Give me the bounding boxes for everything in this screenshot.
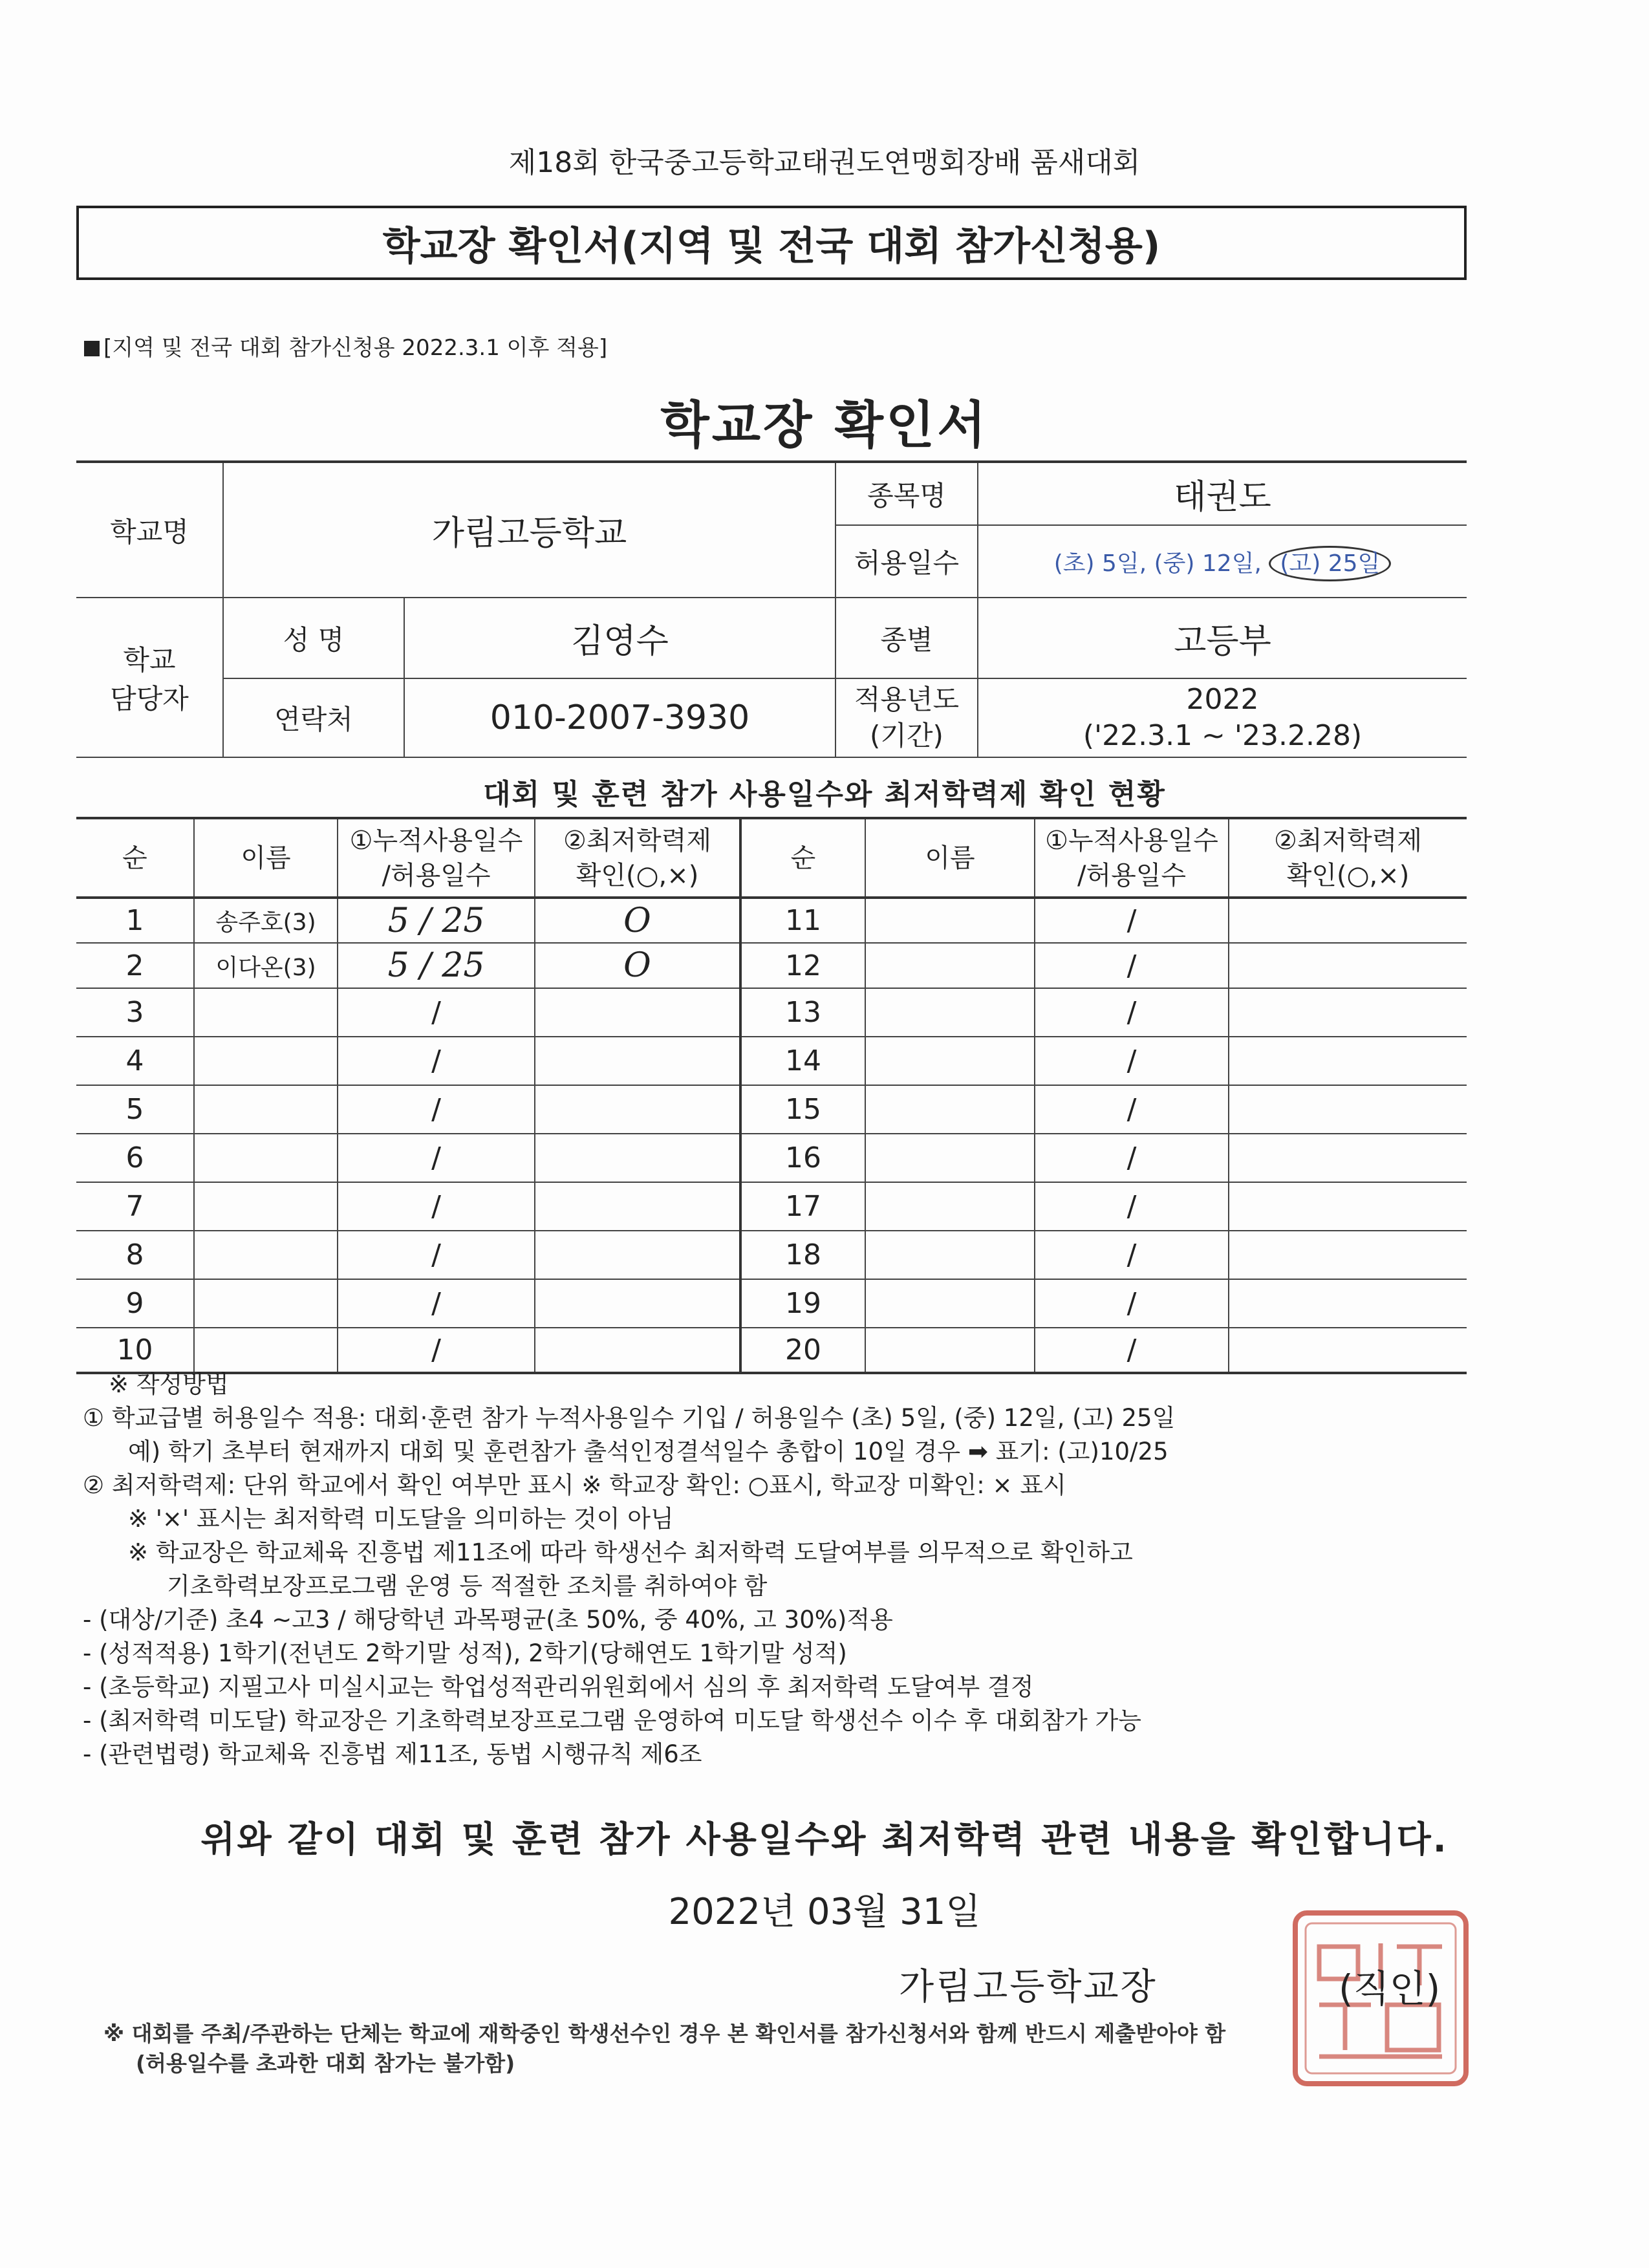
row-number: 6 [76, 1134, 194, 1182]
days-used: / [338, 1231, 535, 1279]
student-name [194, 1085, 338, 1134]
year-label-line1: 적용년도 [854, 684, 960, 715]
days-used: 5 / 25 [338, 898, 535, 943]
col-no2-header: 순 [740, 818, 865, 898]
allowed-days-value [978, 525, 1467, 598]
guide-line: 기초학력보장프로그램 운영 등 적절한 조치를 취하여야 함 [167, 1572, 768, 1600]
col-no-header: 순 [76, 818, 194, 898]
division-value: 고등부 [978, 598, 1467, 678]
col-name-header: 이름 [194, 818, 338, 898]
student-name [194, 1328, 338, 1373]
row-number: 12 [740, 943, 865, 988]
table-row [76, 1134, 1467, 1182]
col-days-header-line2: /허용일수 [382, 860, 491, 891]
period-value-line: ('22.3.1 ~ '23.2.28) [1083, 719, 1363, 752]
guide-line: ① 학교급별 허용일수 적용: 대회·훈련 참가 누적사용일수 기입 / 허용일수 (초) 5일, (중) 12일, (고) 25일 [83, 1404, 1176, 1432]
days-used: / [1035, 1085, 1229, 1134]
table-row [76, 898, 1467, 943]
min-academic-check [535, 1134, 740, 1182]
min-academic-check [535, 1328, 740, 1373]
table-row [76, 943, 1467, 988]
days-used: / [1035, 898, 1229, 943]
col-name2-header: 이름 [865, 818, 1035, 898]
name-label: 성 명 [223, 598, 404, 678]
year-label-line2: (기간) [870, 720, 943, 751]
row-number: 20 [740, 1328, 865, 1373]
min-academic-check [1229, 1182, 1467, 1231]
row-number: 9 [76, 1279, 194, 1328]
student-name [865, 988, 1035, 1037]
confirmation-statement: 위와 같이 대회 및 훈련 참가 사용일수와 최저학력 관련 내용을 확인합니다. [200, 1819, 1449, 1860]
sport-value: 태권도 [978, 462, 1467, 525]
table-row [76, 1328, 1467, 1373]
table-row [76, 1037, 1467, 1085]
confirmation-date: 2022년 03월 31일 [668, 1891, 981, 1933]
manager-label [76, 598, 223, 757]
row-number: 17 [740, 1182, 865, 1231]
min-academic-check [535, 1279, 740, 1328]
min-academic-check [1229, 1134, 1467, 1182]
student-name [865, 1328, 1035, 1373]
guide-line: - (초등학교) 지필고사 미실시교는 학업성적관리위원회에서 심의 후 최저학력 도달여부 결정 [83, 1673, 1034, 1701]
allowed-middle: (중) 12일, [1154, 550, 1262, 577]
manager-label-line2: 담당자 [110, 682, 189, 715]
row-number: 13 [740, 988, 865, 1037]
student-name [194, 988, 338, 1037]
row-number: 3 [76, 988, 194, 1037]
col-days2-header-line1: ①누적사용일수 [1045, 825, 1218, 856]
min-academic-check [535, 1182, 740, 1231]
min-academic-check [535, 1231, 740, 1279]
allowed-days-label: 허용일수 [835, 525, 978, 598]
row-number: 4 [76, 1037, 194, 1085]
min-academic-check [535, 988, 740, 1037]
year-value [978, 678, 1467, 757]
table-row [76, 1231, 1467, 1279]
student-name [865, 1134, 1035, 1182]
document-title: 학교장 확인서 [660, 396, 989, 455]
student-name [194, 1231, 338, 1279]
col-days2-header [1035, 818, 1229, 898]
event-title: 제18회 한국중고등학교태권도연맹회장배 품새대회 [508, 146, 1141, 179]
student-name [865, 1279, 1035, 1328]
allowed-high-circled: (고) 25일 [1269, 546, 1391, 581]
guide-line: - (관련법령) 학교체육 진흥법 제11조, 동법 시행규칙 제6조 [83, 1740, 702, 1768]
row-number: 11 [740, 898, 865, 943]
days-used: / [1035, 1231, 1229, 1279]
min-academic-check [1229, 1231, 1467, 1279]
name-value: 김영수 [404, 598, 835, 678]
year-value-line: 2022 [1186, 683, 1259, 716]
days-used: / [338, 988, 535, 1037]
guide-line: - (최저학력 미도달) 학교장은 기초학력보장프로그램 운영하여 미도달 학생선수 이수 후 대회참가 가능 [83, 1707, 1142, 1734]
min-academic-check [1229, 988, 1467, 1037]
days-used: / [338, 1328, 535, 1373]
student-name [865, 1182, 1035, 1231]
days-used: / [1035, 1328, 1229, 1373]
row-number: 18 [740, 1231, 865, 1279]
guide-line: - (대상/기준) 초4 ~고3 / 해당학년 과목평균(초 50%, 중 40%, 고 30%)적용 [83, 1606, 893, 1634]
guide-line: ※ '×' 표시는 최저학력 미도달을 의미하는 것이 아님 [128, 1505, 674, 1533]
table-row [76, 1182, 1467, 1231]
days-used: / [338, 1182, 535, 1231]
days-used: / [1035, 1182, 1229, 1231]
days-used: / [338, 1279, 535, 1328]
square-bullet-icon [84, 341, 100, 356]
col-min-header-line2: 확인(○,×) [576, 860, 699, 891]
days-used: / [1035, 988, 1229, 1037]
row-number: 8 [76, 1231, 194, 1279]
contact-value: 010-2007-3930 [404, 678, 835, 757]
col-days2-header-line2: /허용일수 [1077, 860, 1187, 891]
footnote-line: (허용일수를 초과한 대회 참가는 불가함) [136, 2051, 515, 2076]
min-academic-check [1229, 1037, 1467, 1085]
guide-line: 예) 학기 초부터 현재까지 대회 및 훈련참가 출석인정결석일수 총합이 10일 경우 ➡ 표기: (고)10/25 [128, 1438, 1169, 1465]
row-number: 15 [740, 1085, 865, 1134]
guide-line: ② 최저학력제: 단위 학교에서 확인 여부만 표시 ※ 학교장 확인: ○표시, 학교장 미확인: × 표시 [83, 1471, 1066, 1499]
student-name [194, 1037, 338, 1085]
days-used: / [1035, 943, 1229, 988]
row-number: 2 [76, 943, 194, 988]
col-days-header [338, 818, 535, 898]
student-name [865, 1085, 1035, 1134]
row-number: 14 [740, 1037, 865, 1085]
notice-line [84, 330, 607, 362]
min-academic-check [1229, 943, 1467, 988]
col-min2-header [1229, 818, 1467, 898]
student-name [194, 1134, 338, 1182]
row-number: 19 [740, 1279, 865, 1328]
col-min2-header-line2: 확인(○,×) [1286, 860, 1410, 891]
student-name [194, 1182, 338, 1231]
form-title-box: 학교장 확인서(지역 및 전국 대회 참가신청용) [76, 206, 1467, 280]
student-name [194, 1279, 338, 1328]
row-number: 5 [76, 1085, 194, 1134]
days-used: / [338, 1085, 535, 1134]
min-academic-check [1229, 1328, 1467, 1373]
col-days-header-line1: ①누적사용일수 [349, 825, 523, 856]
year-label [835, 678, 978, 757]
student-name [865, 1231, 1035, 1279]
principal-name: 가림고등학교장 [899, 1966, 1158, 2008]
student-name [865, 898, 1035, 943]
footnote-line: ※ 대회를 주최/주관하는 단체는 학교에 재학중인 학생선수인 경우 본 확인서를 참가신청서와 함께 반드시 제출받아야 함 [103, 2021, 1226, 2046]
min-academic-check [1229, 1279, 1467, 1328]
days-used: / [1035, 1279, 1229, 1328]
min-academic-check [535, 1085, 740, 1134]
division-label: 종별 [835, 598, 978, 678]
col-min2-header-line1: ②최저학력제 [1273, 825, 1423, 856]
info-table [76, 460, 1467, 758]
usage-table [76, 817, 1467, 1374]
manager-label-line1: 학교 [123, 643, 176, 676]
min-academic-check: O [535, 943, 740, 988]
student-name: 송주호(3) [194, 898, 338, 943]
guide-heading: ※ 작성방법 [109, 1370, 229, 1398]
col-min-header [535, 818, 740, 898]
days-used: / [338, 1134, 535, 1182]
guide-line: - (성적적용) 1학기(전년도 2학기말 성적), 2학기(당해연도 1학기말 성적) [83, 1639, 847, 1667]
footnote [103, 2019, 1474, 2079]
guide-line: ※ 학교장은 학교체육 진흥법 제11조에 따라 학생선수 최저학력 도달여부를 의무적으로 확인하고 [128, 1539, 1133, 1566]
writing-guide [83, 1368, 1493, 1771]
min-academic-check: O [535, 898, 740, 943]
usage-status-title: 대회 및 훈련 참가 사용일수와 최저학력제 확인 현황 [483, 778, 1166, 811]
row-number: 7 [76, 1182, 194, 1231]
student-name [865, 943, 1035, 988]
student-name [865, 1037, 1035, 1085]
row-number: 1 [76, 898, 194, 943]
school-name-label: 학교명 [76, 462, 223, 598]
seal-label: (직인) [1339, 1967, 1441, 2011]
sport-label: 종목명 [835, 462, 978, 525]
contact-label: 연락처 [223, 678, 404, 757]
col-min-header-line1: ②최저학력제 [563, 825, 712, 856]
row-number: 10 [76, 1328, 194, 1373]
days-used: / [338, 1037, 535, 1085]
notice-text: [지역 및 전국 대회 참가신청용 2022.3.1 이후 적용] [103, 335, 608, 361]
days-used: / [1035, 1134, 1229, 1182]
table-row [76, 1085, 1467, 1134]
student-name: 이다온(3) [194, 943, 338, 988]
min-academic-check [535, 1037, 740, 1085]
min-academic-check [1229, 1085, 1467, 1134]
min-academic-check [1229, 898, 1467, 943]
days-used: / [1035, 1037, 1229, 1085]
table-row [76, 988, 1467, 1037]
row-number: 16 [740, 1134, 865, 1182]
school-name-value: 가림고등학교 [223, 462, 835, 598]
table-row [76, 1279, 1467, 1328]
days-used: 5 / 25 [338, 943, 535, 988]
allowed-elementary: (초) 5일, [1053, 550, 1147, 577]
